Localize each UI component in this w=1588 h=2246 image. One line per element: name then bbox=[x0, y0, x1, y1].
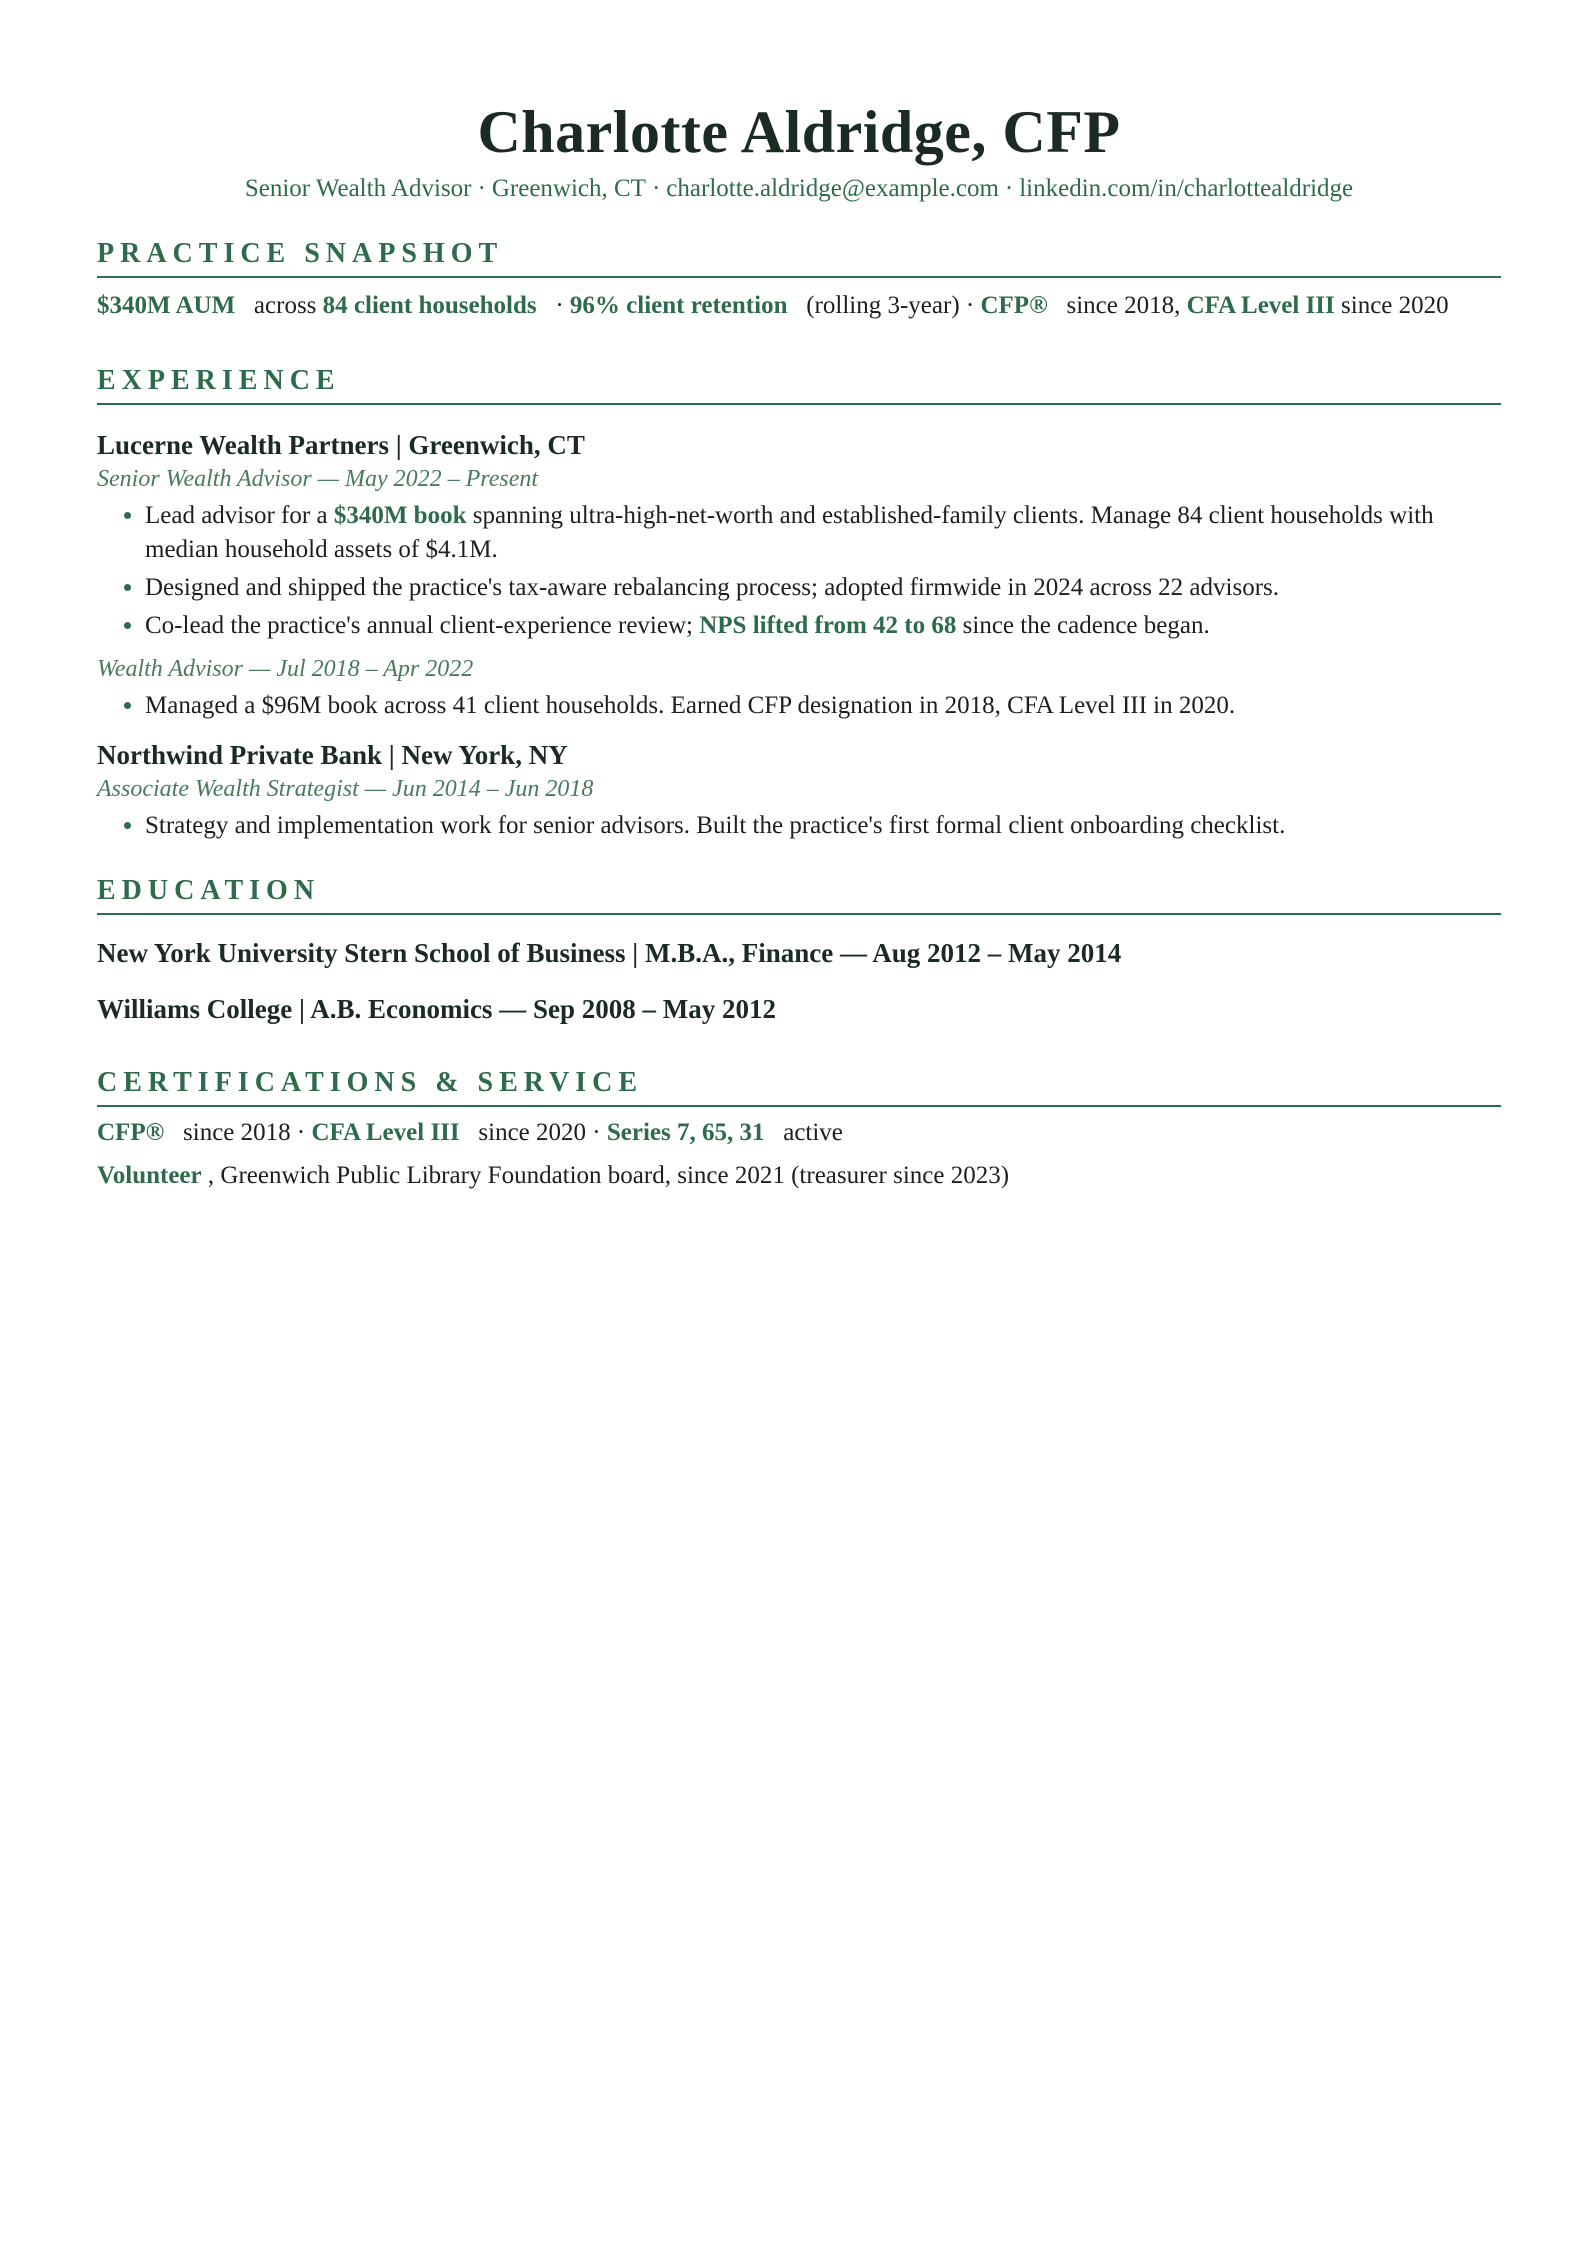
contact-email-link[interactable]: charlotte.aldridge@example.com bbox=[666, 175, 999, 202]
section-rule bbox=[97, 913, 1501, 915]
snapshot-separator: · bbox=[965, 292, 975, 319]
section-rule bbox=[97, 276, 1501, 278]
cert-separator: · bbox=[296, 1119, 306, 1146]
job-organization: Lucerne Wealth Partners | Greenwich, CT bbox=[97, 430, 585, 460]
snapshot-cfa: CFA Level III bbox=[1186, 292, 1335, 319]
bullet-text: Co-lead the practice's annual client-experience review; bbox=[145, 612, 693, 639]
snapshot-cfp: CFP® bbox=[980, 292, 1048, 319]
cert-cfp: CFP® bbox=[97, 1119, 165, 1146]
service-volunteer: Volunteer bbox=[97, 1162, 202, 1189]
section-heading: EDUCATION bbox=[97, 875, 321, 906]
service-text: , Greenwich Public Library Foundation board, since 2021 (treasurer since 2023) bbox=[207, 1162, 1010, 1189]
resume-page bbox=[97, 0, 1501, 1193]
section-education bbox=[97, 873, 1501, 1027]
bullet-highlight: NPS lifted from 42 to 68 bbox=[699, 612, 957, 639]
bullet-item: • Managed a $96M book across 41 client households. Earned CFP designation in 2018, CFA Level III in 2020. bbox=[145, 689, 1501, 723]
job-bullets bbox=[97, 689, 1501, 723]
cert-cfp-since: since 2018 bbox=[183, 1119, 291, 1146]
job-bullets bbox=[97, 809, 1501, 843]
section-rule bbox=[97, 1105, 1501, 1107]
cert-separator: · bbox=[592, 1119, 601, 1146]
certifications-line bbox=[97, 1115, 1501, 1150]
section-practice-snapshot bbox=[97, 236, 1501, 323]
bullet-highlight: $340M book bbox=[333, 502, 467, 529]
bullet-text: spanning ultra-high-net-worth and established-family clients. Manage 84 client households with median household assets of $4.1M. bbox=[145, 502, 1434, 563]
bullet-text: Lead advisor for a bbox=[145, 502, 328, 529]
section-certifications bbox=[97, 1065, 1501, 1193]
job-role: Senior Wealth Advisor — May 2022 – Present bbox=[97, 466, 539, 492]
education-entry: Williams College | A.B. Economics — Sep 2008 – May 2012 bbox=[97, 994, 776, 1024]
section-heading: CERTIFICATIONS & SERVICE bbox=[97, 1067, 644, 1098]
contact-separator: · bbox=[1004, 175, 1014, 202]
contact-separator: · bbox=[477, 175, 486, 202]
snapshot-retention: 96% client retention bbox=[569, 292, 788, 319]
section-heading: EXPERIENCE bbox=[97, 365, 341, 396]
education-entry: New York University Stern School of Business | M.B.A., Finance — Aug 2012 – May 2014 bbox=[97, 938, 1122, 968]
bullet-item bbox=[145, 499, 1501, 567]
section-heading: PRACTICE SNAPSHOT bbox=[97, 238, 504, 269]
snapshot-households: 84 client households bbox=[322, 292, 537, 319]
bullet-item: • Designed and shipped the practice's tax-aware rebalancing process; adopted firmwide in 2024 across 22 advisors. bbox=[145, 571, 1501, 605]
contact-separator: · bbox=[651, 175, 661, 202]
candidate-name: Charlotte Aldridge, CFP bbox=[477, 99, 1121, 165]
job-role: Wealth Advisor — Jul 2018 – Apr 2022 bbox=[97, 656, 474, 682]
bullet-item: • Strategy and implementation work for senior advisors. Built the practice's first formal client onboarding checklist. bbox=[145, 809, 1501, 843]
job-organization: Northwind Private Bank | New York, NY bbox=[97, 740, 568, 770]
snapshot-across: across bbox=[253, 292, 317, 319]
job-lucerne bbox=[97, 427, 1501, 723]
snapshot-text bbox=[97, 288, 1501, 323]
job-bullets bbox=[97, 499, 1501, 643]
snapshot-aum: $340M AUM bbox=[97, 292, 236, 319]
cert-series: Series 7, 65, 31 bbox=[606, 1119, 765, 1146]
contact-location: Greenwich, CT bbox=[491, 175, 646, 202]
bullet-item bbox=[145, 609, 1501, 643]
service-line bbox=[97, 1158, 1501, 1193]
bullet-text: since the cadence began. bbox=[962, 612, 1210, 639]
cert-cfa-since: since 2020 bbox=[478, 1119, 587, 1146]
job-role: Associate Wealth Strategist — Jun 2014 – Jun 2018 bbox=[97, 776, 594, 802]
snapshot-cfp-since: since 2018, bbox=[1066, 292, 1181, 319]
section-experience bbox=[97, 363, 1501, 843]
snapshot-cfa-since: since 2020 bbox=[1341, 292, 1449, 319]
cert-series-status: active bbox=[783, 1119, 843, 1146]
job-northwind bbox=[97, 737, 1501, 843]
contact-linkedin-link[interactable]: linkedin.com/in/charlottealdridge bbox=[1019, 175, 1354, 202]
contact-line bbox=[97, 172, 1501, 206]
snapshot-separator: · bbox=[555, 292, 564, 319]
contact-title: Senior Wealth Advisor bbox=[244, 175, 472, 202]
section-rule bbox=[97, 403, 1501, 405]
snapshot-rolling: (rolling 3-year) bbox=[806, 292, 960, 319]
cert-cfa: CFA Level III bbox=[311, 1119, 460, 1146]
